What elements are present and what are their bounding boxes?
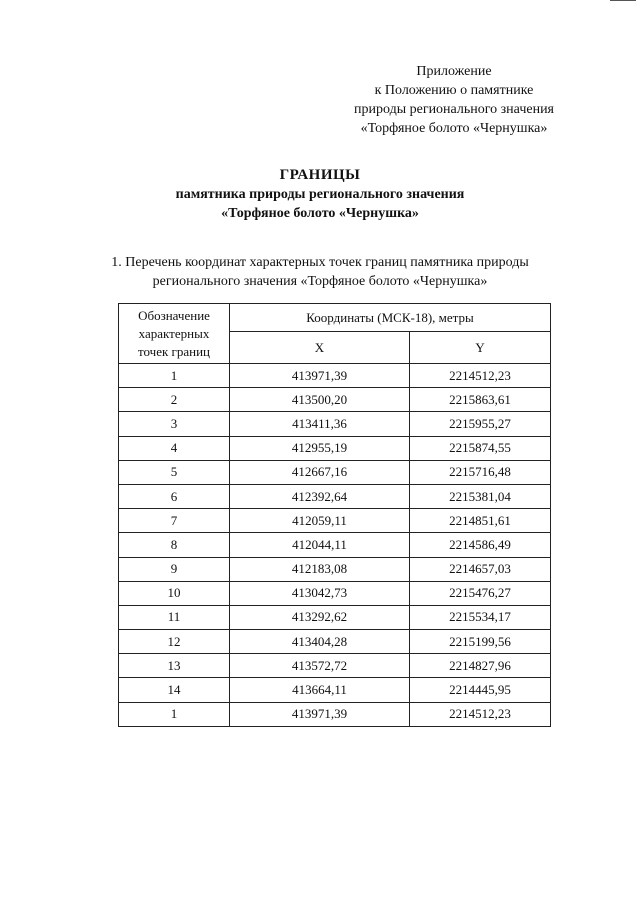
cell-y: 2214657,03 — [410, 557, 551, 581]
cell-point: 12 — [119, 630, 230, 654]
section-line: 1. Перечень координат характерных точек границ памятника природы — [111, 255, 529, 270]
header-point-line: точек границ — [137, 343, 211, 359]
cell-point: 1 — [119, 364, 230, 388]
cell-point: 10 — [119, 581, 230, 605]
cell-y: 2215863,61 — [410, 388, 551, 412]
table-row — [119, 630, 551, 654]
table-row — [119, 533, 551, 557]
cell-x: 413404,28 — [230, 630, 410, 654]
cell-y: 2215716,48 — [410, 460, 551, 484]
cell-x: 413971,39 — [230, 364, 410, 388]
table-row — [119, 436, 551, 460]
cell-point: 6 — [119, 484, 230, 508]
header-y: Y — [410, 332, 551, 364]
section-line: регионального значения «Торфяное болото «Чернушка» — [152, 274, 488, 289]
document-title — [0, 165, 640, 223]
cell-x: 413292,62 — [230, 605, 410, 629]
header-x: X — [230, 332, 410, 364]
appendix-line: «Торфяное болото «Чернушка» — [360, 121, 548, 136]
table-row — [119, 581, 551, 605]
cell-y: 2215874,55 — [410, 436, 551, 460]
cell-x: 413664,11 — [230, 678, 410, 702]
table-row — [119, 460, 551, 484]
cell-x: 412667,16 — [230, 460, 410, 484]
cell-x: 413971,39 — [230, 702, 410, 726]
table-row — [119, 484, 551, 508]
coordinates-table — [118, 303, 551, 727]
cell-point: 9 — [119, 557, 230, 581]
title-line: памятника природы регионального значения — [175, 187, 465, 202]
table-row — [119, 412, 551, 436]
cell-y: 2214586,49 — [410, 533, 551, 557]
header-point-line: характерных — [138, 325, 210, 341]
cell-x: 413572,72 — [230, 654, 410, 678]
appendix-line: к Положению о памятнике — [374, 83, 534, 98]
table-row — [119, 654, 551, 678]
cell-x: 412183,08 — [230, 557, 410, 581]
table-row — [119, 702, 551, 726]
cell-y: 2214512,23 — [410, 702, 551, 726]
section-heading — [0, 253, 640, 291]
cell-y: 2215199,56 — [410, 630, 551, 654]
cell-x: 412044,11 — [230, 533, 410, 557]
cell-point: 2 — [119, 388, 230, 412]
cell-point: 3 — [119, 412, 230, 436]
cell-y: 2215381,04 — [410, 484, 551, 508]
cell-point: 13 — [119, 654, 230, 678]
title-line: «Торфяное болото «Чернушка» — [221, 206, 419, 221]
table-row — [119, 509, 551, 533]
cell-x: 413411,36 — [230, 412, 410, 436]
cell-point: 4 — [119, 436, 230, 460]
cell-point: 1 — [119, 702, 230, 726]
cell-x: 413042,73 — [230, 581, 410, 605]
cell-y: 2214445,95 — [410, 678, 551, 702]
cell-point: 11 — [119, 605, 230, 629]
cell-point: 8 — [119, 533, 230, 557]
cell-y: 2215955,27 — [410, 412, 551, 436]
table-row — [119, 605, 551, 629]
cell-point: 7 — [119, 509, 230, 533]
cell-x: 412955,19 — [230, 436, 410, 460]
table-row — [119, 388, 551, 412]
title-main: ГРАНИЦЫ — [279, 167, 361, 183]
cell-x: 412392,64 — [230, 484, 410, 508]
cell-x: 413500,20 — [230, 388, 410, 412]
cell-point: 14 — [119, 678, 230, 702]
table-row — [119, 364, 551, 388]
appendix-block — [304, 62, 604, 138]
cell-y: 2214512,23 — [410, 364, 551, 388]
header-point-designation — [119, 304, 230, 364]
cell-y: 2214851,61 — [410, 509, 551, 533]
cell-y: 2215534,17 — [410, 605, 551, 629]
header-point-line: Обозначение — [138, 307, 210, 323]
appendix-line: Приложение — [416, 64, 492, 79]
corner-line — [610, 0, 636, 1]
header-coordinates: Координаты (МСК-18), метры — [230, 304, 551, 332]
cell-y: 2214827,96 — [410, 654, 551, 678]
cell-point: 5 — [119, 460, 230, 484]
table-row — [119, 678, 551, 702]
table-row — [119, 557, 551, 581]
appendix-line: природы регионального значения — [354, 102, 554, 117]
cell-y: 2215476,27 — [410, 581, 551, 605]
cell-x: 412059,11 — [230, 509, 410, 533]
